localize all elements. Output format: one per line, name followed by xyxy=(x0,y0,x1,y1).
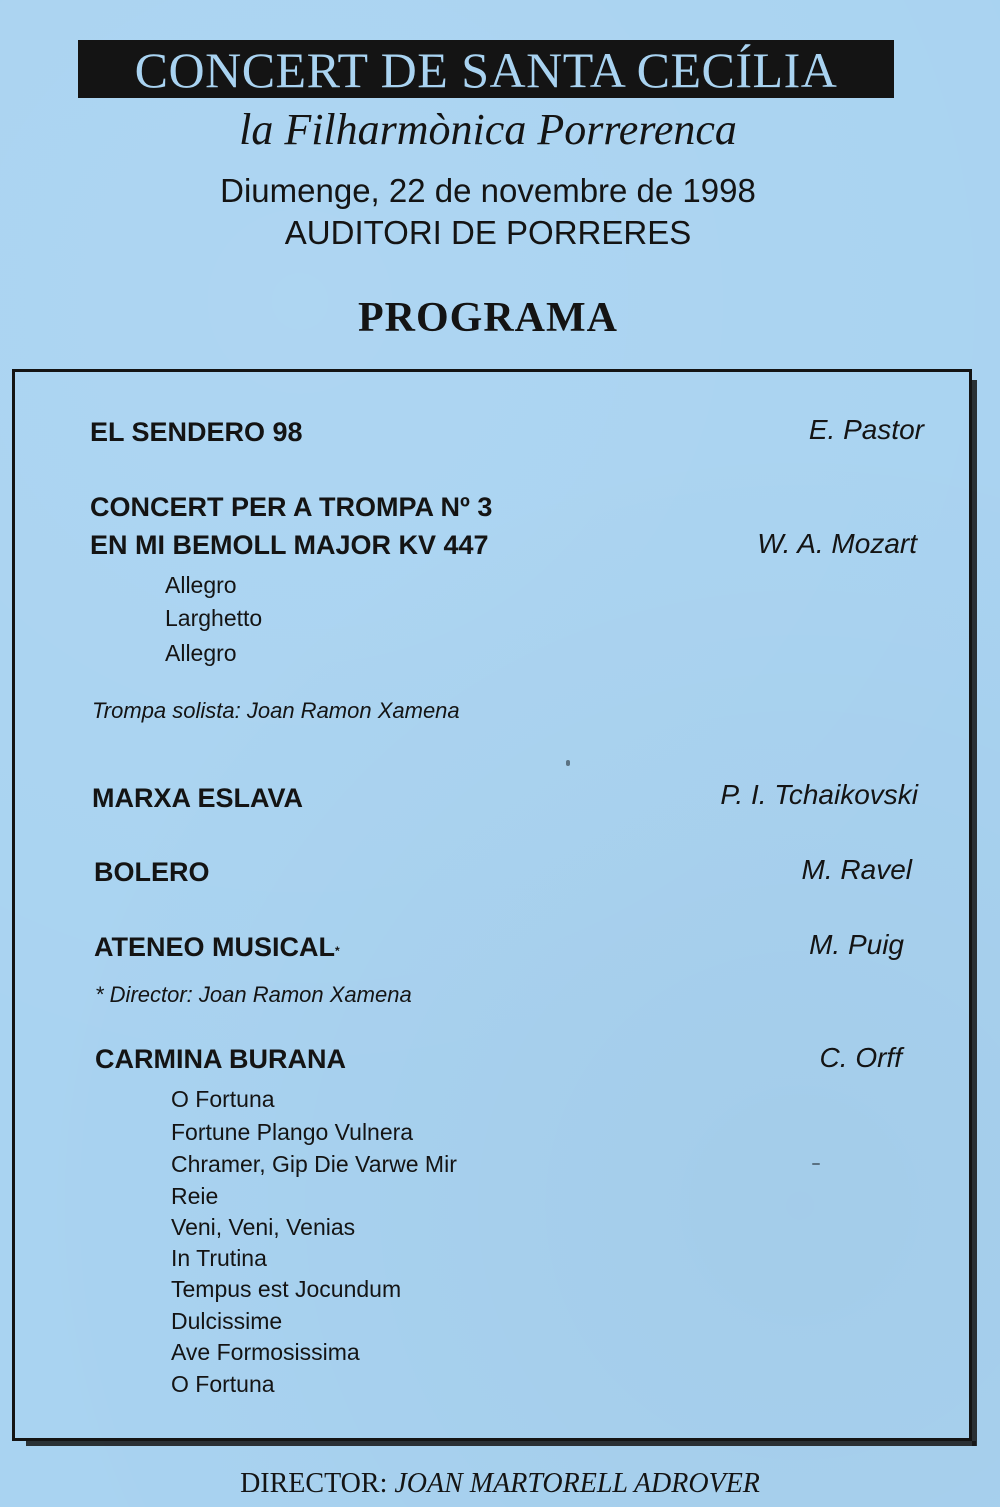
work-title-ateneo-musical xyxy=(94,928,340,966)
movement-item: Ave Formosissima xyxy=(171,1339,360,1365)
program-box-bottom-edge xyxy=(26,1441,976,1446)
paper-speck xyxy=(566,760,570,766)
work-title-carmina-burana: CARMINA BURANA xyxy=(95,1044,346,1074)
conductor-credit xyxy=(0,1466,1000,1502)
orchestra-name: la Filharmònica Porrerenca xyxy=(239,105,737,154)
composer-pastor: E. Pastor xyxy=(808,414,924,445)
composer-orff: C. Orff xyxy=(819,1042,902,1073)
concert-venue: AUDITORI DE PORRERES xyxy=(284,214,692,251)
movement-item: O Fortuna xyxy=(171,1371,275,1397)
composer-puig: M. Puig xyxy=(809,929,904,960)
movement-item: Veni, Veni, Venias xyxy=(171,1214,356,1240)
movement-item: Larghetto xyxy=(165,605,263,631)
work-title-bolero: BOLERO xyxy=(94,857,210,887)
movement-item: Dulcissime xyxy=(171,1308,283,1334)
director-footnote: * Director: Joan Ramon Xamena xyxy=(95,982,412,1007)
composer-mozart: W. A. Mozart xyxy=(757,528,917,559)
director-label: DIRECTOR: xyxy=(240,1468,388,1499)
movement-item: Reie xyxy=(171,1183,219,1209)
director-name: JOAN MARTORELL ADROVER xyxy=(394,1468,760,1499)
concert-title: CONCERT DE SANTA CECÍLIA xyxy=(78,40,894,98)
work-title-text: ATENEO MUSICAL xyxy=(94,932,335,962)
movement-item: Allegro xyxy=(165,572,237,598)
movement-item: Fortune Plango Vulnera xyxy=(171,1119,414,1145)
composer-ravel: M. Ravel xyxy=(801,854,912,885)
concert-date: Diumenge, 22 de novembre de 1998 xyxy=(220,172,756,209)
movement-item: In Trutina xyxy=(171,1245,267,1271)
composer-tchaikovski: P. I. Tchaikovski xyxy=(720,779,918,810)
movement-item: Allegro xyxy=(165,640,237,666)
footnote-marker: * xyxy=(335,944,340,958)
programa-heading: PROGRAMA xyxy=(358,295,618,341)
movement-item: Chramer, Gip Die Varwe Mir xyxy=(171,1151,457,1177)
work-title-marxa-eslava: MARXA ESLAVA xyxy=(92,783,304,813)
program-box-right-edge xyxy=(972,380,977,1446)
work-title-mozart-line-2: EN MI BEMOLL MAJOR KV 447 xyxy=(90,530,489,560)
soloist-note: Trompa solista: Joan Ramon Xamena xyxy=(92,698,460,723)
movement-item: Tempus est Jocundum xyxy=(171,1276,402,1302)
work-title-el-sendero: EL SENDERO 98 xyxy=(90,417,303,447)
work-title-mozart-line-1: CONCERT PER A TROMPA Nº 3 xyxy=(90,492,493,522)
movement-item: O Fortuna xyxy=(171,1086,275,1112)
paper-speck xyxy=(812,1163,820,1165)
